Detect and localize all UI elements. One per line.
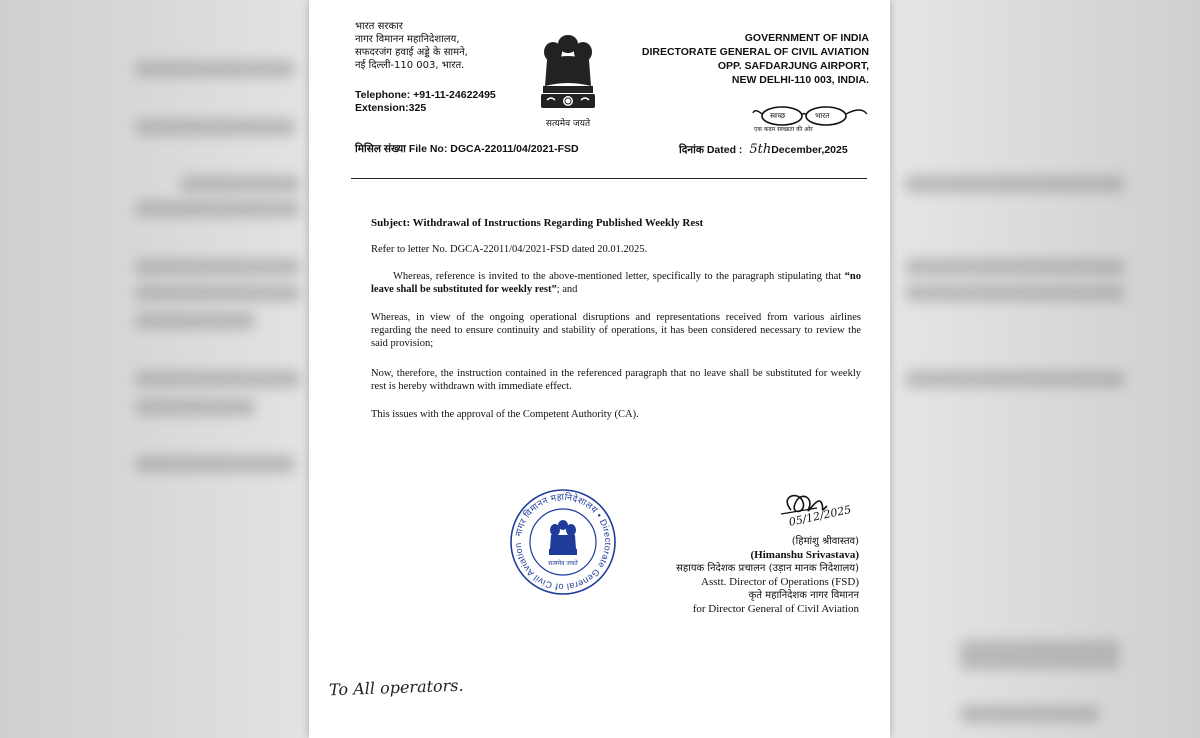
gov-india: GOVERNMENT OF INDIA	[744, 32, 869, 44]
date-month-year: December,2025	[771, 144, 848, 156]
dgca-name: DIRECTORATE GENERAL OF CIVIL AVIATION	[641, 46, 869, 58]
emblem-motto: सत्यमेव जयते	[545, 119, 591, 129]
para1-text: Whereas, reference is invited to the above-mentioned letter, specifically to the paragraph stipulating that	[393, 271, 845, 282]
blur-line	[135, 370, 300, 388]
subject-label: Subject:	[371, 217, 411, 229]
official-stamp	[507, 487, 619, 597]
header-left	[355, 20, 535, 72]
stamp-emblem-icon	[549, 520, 577, 555]
national-emblem-icon	[533, 28, 603, 118]
header-divider	[351, 178, 867, 179]
signatory-hi-title: सहायक निदेशक प्रचालन (उड़ान मानक निदेशालय)	[676, 563, 859, 574]
date-label: दिनांक Dated :	[679, 144, 743, 156]
subject-text: Withdrawal of Instructions Regarding Published Weekly Rest	[412, 217, 704, 229]
hi-city-line: नई दिल्ली-110 003, भारत.	[355, 60, 465, 71]
blur-line	[905, 284, 1125, 302]
handwritten-note: To All operators.	[328, 675, 464, 700]
paragraph-1	[371, 270, 861, 296]
blur-line	[960, 705, 1100, 723]
hi-gov-line: भारत सरकार	[355, 21, 403, 32]
blur-line	[135, 398, 255, 416]
para1-quote: “no leave shall be substituted for weekly rest”	[371, 271, 861, 295]
blur-line	[135, 284, 300, 302]
signatory-block	[609, 535, 859, 616]
signatory-for: for Director General of Civil Aviation	[692, 603, 859, 615]
date-day-handwritten: 5th	[749, 142, 772, 157]
blur-line	[905, 258, 1125, 276]
paragraph-3: Now, therefore, the instruction contained in the referenced paragraph that no leave shall be substituted for weekly rest is hereby withdrawn with immediate effect.	[371, 368, 861, 392]
signatory-title: Asstt. Director of Operations (FSD)	[701, 576, 859, 588]
header-right	[609, 31, 869, 87]
swachh-tagline: एक कदम स्वच्छता की ओर	[754, 126, 813, 133]
swachh-right-word: भारत	[815, 111, 830, 120]
blur-line	[135, 258, 300, 276]
blur-line	[135, 455, 295, 473]
reference-line: Refer to letter No. DGCA-22011/04/2021-FSD dated 20.01.2025.	[371, 244, 648, 255]
contact-block	[355, 89, 496, 115]
blur-line	[960, 640, 1120, 670]
signatory-name: (Himanshu Srivastava)	[750, 549, 859, 561]
file-number: मिसिल संख्या File No: DGCA-22011/04/2021-FSD	[355, 143, 579, 155]
date-line	[679, 142, 848, 157]
swachh-left-word: स्वच्छ	[770, 111, 786, 120]
letter-page	[309, 0, 890, 738]
subject-line	[371, 217, 703, 229]
stamp-motto: सत्यमेव जयते	[548, 560, 578, 567]
para1-end: ; and	[556, 284, 578, 295]
hi-address-line: सफदरजंग हवाई अड्डे के सामने,	[355, 47, 468, 58]
paragraph-2: Whereas, in view of the ongoing operational disruptions and representations received from various airlines regarding the need to ensure continuity and stability of operations, it has been considered necessary to review the said provision;	[371, 312, 861, 349]
address-line: OPP. SAFDARJUNG AIRPORT,	[717, 60, 869, 72]
blur-line	[135, 200, 300, 218]
blur-line	[180, 175, 300, 193]
hi-dgca-line: नागर विमानन महानिदेशालय,	[355, 34, 460, 45]
signature-date: 05/12/2025	[787, 502, 853, 529]
extension: Extension:325	[355, 102, 427, 114]
swachh-bharat-logo	[749, 104, 869, 138]
blur-line	[135, 118, 295, 136]
stamp-ring-text: नागर विमानन महानिदेशालय • Directorate General of Civil Aviation	[512, 491, 614, 593]
blur-line	[905, 370, 1125, 388]
signatory-hi-for: कृते महानिदेशक नागर विमानन	[748, 590, 859, 601]
blur-line	[905, 175, 1125, 193]
blur-line	[135, 60, 295, 78]
spectacles-icon	[749, 104, 869, 128]
city-line: NEW DELHI-110 003, INDIA.	[731, 74, 869, 86]
emblem	[533, 28, 603, 136]
paragraph-4: This issues with the approval of the Competent Authority (CA).	[371, 409, 639, 420]
telephone: Telephone: +91-11-24622495	[355, 89, 496, 101]
blur-line	[135, 312, 255, 330]
signatory-hi-name: (हिमांशु श्रीवास्तव)	[791, 536, 859, 547]
